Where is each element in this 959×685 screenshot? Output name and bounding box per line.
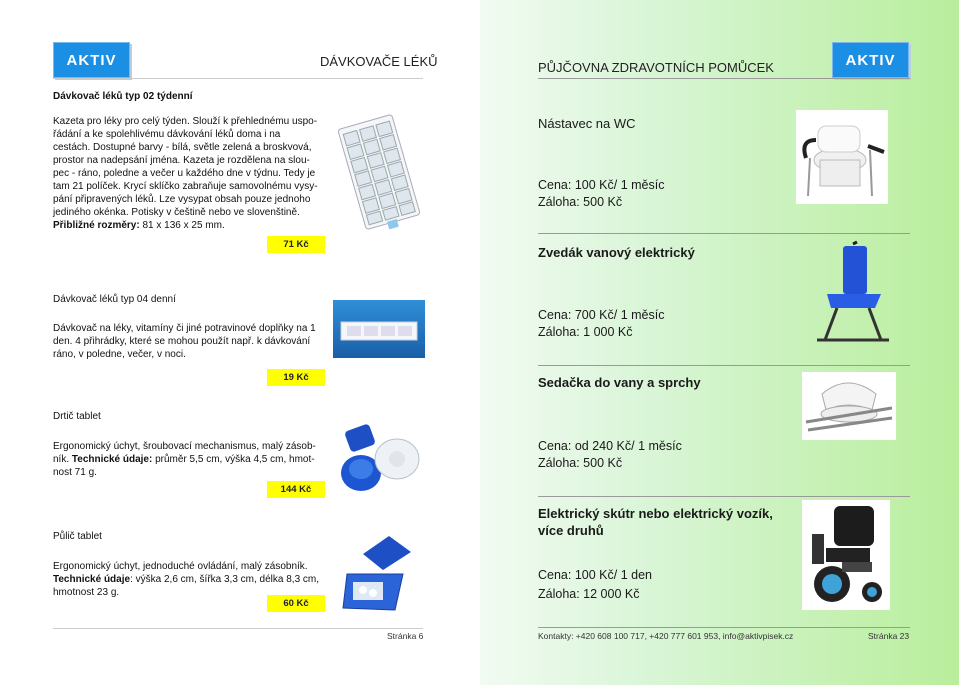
dims-label: Přibližné rozměry: [53,220,140,231]
left-header-rule [53,78,423,79]
rental-item-title: Sedačka do vany a sprchy [538,375,701,390]
rental-price: Cena: 700 Kč/ 1 měsíc [538,308,665,322]
rental-deposit: Záloha: 1 000 Kč [538,325,633,339]
rental-price: Cena: 100 Kč/ 1 den [538,568,652,582]
pill-splitter-image [333,530,425,620]
pill-crusher-image [333,413,425,503]
price-badge: 144 Kč [267,481,325,498]
footer-divider [538,627,910,628]
product-title: Půlič tablet [53,531,102,542]
product-title: Dávkovač léků typ 04 denní [53,294,176,305]
page-number-right: Stránka 23 [868,631,910,641]
rental-deposit: Záloha: 12 000 Kč [538,587,640,601]
item-divider [538,233,910,234]
aktiv-logo-right [832,42,909,78]
item-divider [538,365,910,366]
product-title: Dávkovač léků typ 02 týdenní [53,91,193,102]
rental-deposit: Záloha: 500 Kč [538,456,623,470]
contact-info: Kontakty: +420 608 100 717, +420 777 601 953, info@aktivpisek.cz [538,631,794,641]
rental-deposit: Záloha: 500 Kč [538,195,623,209]
product-description: Ergonomický úchyt, jednoduché ovládání, malý zásobník. Technické údaje: výška 2,6 cm, šířka 3,3 cm, délka 8,3 cm, hmotnost 23 g. [53,561,320,598]
price-badge: 71 Kč [267,236,325,253]
rental-item-title: Nástavec na WC [538,116,636,131]
product-description: Ergonomický úchyt, šroubovací mechanismus, malý zásob- ník. Technické údaje: průměr 5,5 cm, výška 4,5 cm, hmot- nost 71 g. [53,441,316,478]
left-header-title: DÁVKOVAČE LÉKŮ [320,54,438,69]
daily-pill-box-image [333,300,425,358]
toilet-seat-raiser-image [796,110,888,204]
rental-item-title: Zvedák vanový elektrický [538,245,695,260]
rental-price: Cena: od 240 Kč/ 1 měsíc [538,439,682,453]
dims-value: 81 x 136 x 25 mm. [139,220,225,231]
bath-seat-image [802,372,896,440]
electric-wheelchair-image [802,500,890,610]
rental-item-title: Elektrický skútr nebo elektrický vozík, více druhů [538,506,773,538]
price-badge: 19 Kč [267,369,325,386]
item-divider [538,496,910,497]
page-number-left: Stránka 6 [387,631,424,641]
logo-text: AKTIV [845,51,896,69]
logo-text: AKTIV [66,51,117,69]
price-badge: 60 Kč [267,595,325,612]
rental-price: Cena: 100 Kč/ 1 měsíc [538,178,665,192]
bath-lift-image [797,240,895,345]
product-title: Drtič tablet [53,411,101,422]
product-description: Dávkovač na léky, vitamíny či jiné potravinové doplňky na 1 den. 4 přihrádky, které se mohou použít např. k dávkování ráno, v poledne, večer, v noci. [53,323,316,360]
right-header-title: PŮJČOVNA ZDRAVOTNÍCH POMŮCEK [538,60,774,75]
header-divider [538,78,910,79]
aktiv-logo-left [53,42,130,78]
left-footer-rule [53,628,423,629]
weekly-pill-organizer-image [333,112,425,232]
product-description: Kazeta pro léky pro celý týden. Slouží k přehlednému uspo- řádání a ke spolehlivému dávkování léků doma i na cestách. Dostupné barvy - bílá, světle zelená a broskvová, prostor na nadepsání jména. Kazeta je rozdělena na slou- pec - ráno, poledne a večer u každého dne v týdnu. Tedy je tam 21 políček. Krycí sklíčko zabraňuje samovolnému vysy- pání připravených léků. Lze vysypat obsah pouze jednoho jediného okénka. Potisky v češtině nebo ve slovenštině. Přibližné rozměry: 81 x 136 x 25 mm. [53,116,318,231]
